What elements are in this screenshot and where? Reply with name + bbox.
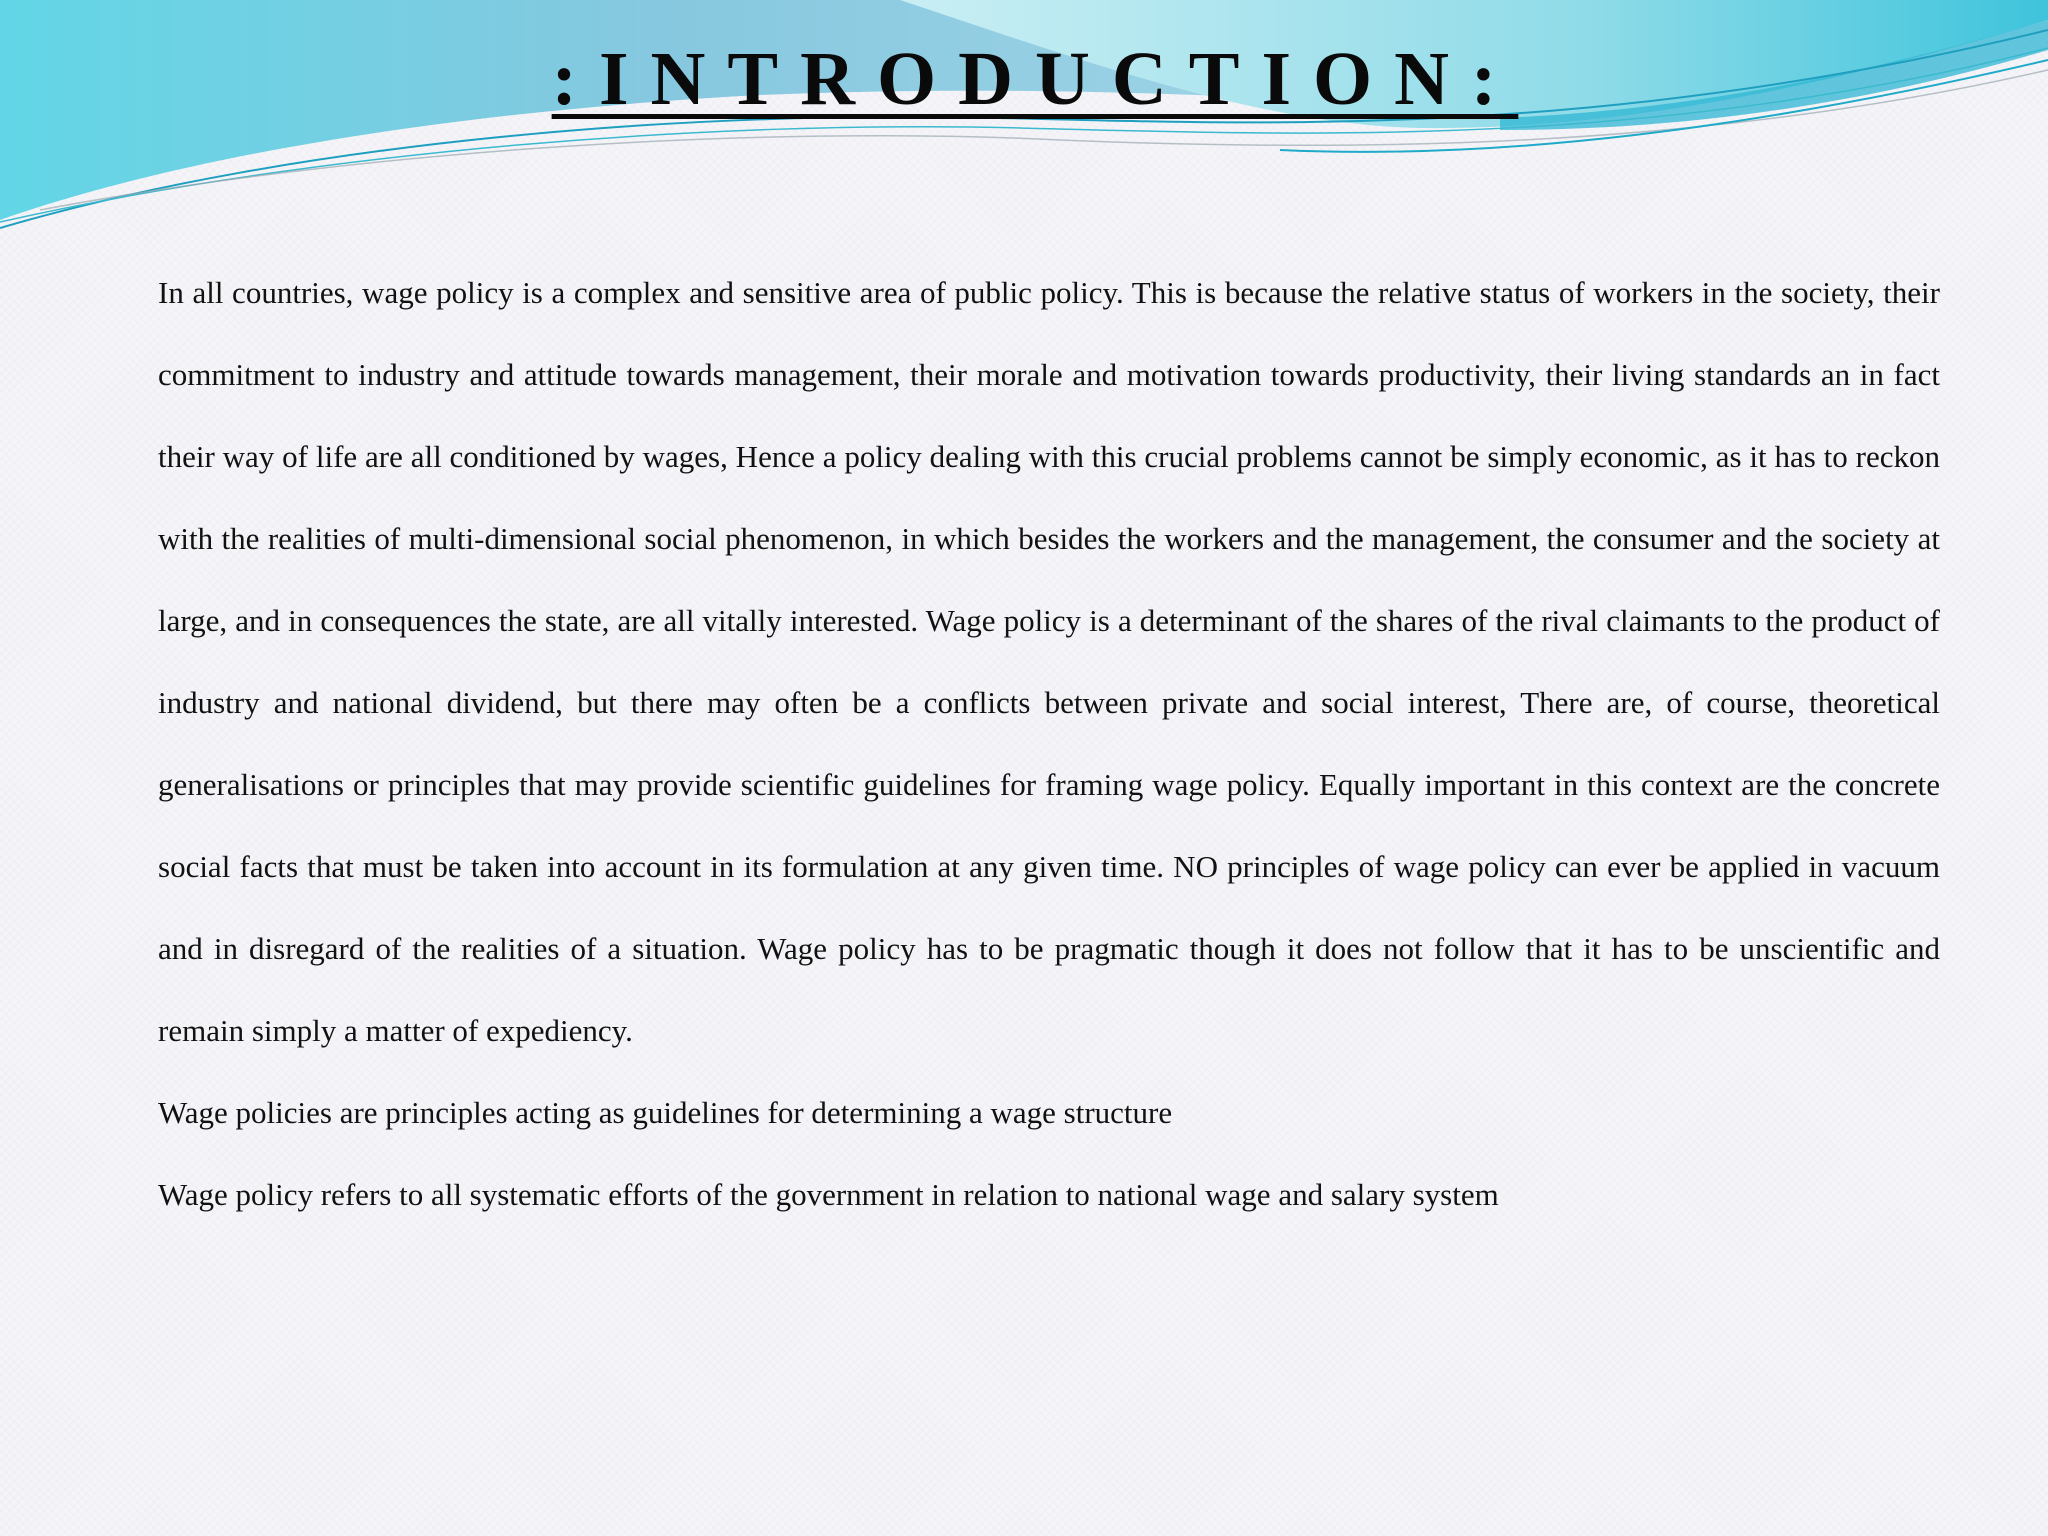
definition-line-2: Wage policy refers to all systematic efforts of the government in relation to national wage and salary system: [158, 1177, 1499, 1212]
intro-paragraph: In all countries, wage policy is a complex and sensitive area of public policy. This is because the relative status of workers in the society, their commitment to industry and attitude towards management, their morale and motivation towards productivity, their living standards an in fact their way of life are all conditioned by wages, Hence a policy dealing with this crucial problems cannot be simply economic, as it has to reckon with the realities of multi-dimensional social phenomenon, in which besides the workers and the management, the consumer and the society at large, and in consequences the state, are all vitally interested. Wage policy is a determinant of the shares of the rival claimants to the product of industry and national dividend, but there may often be a conflicts between private and social interest, There are, of course, theoretical generalisations or principles that may provide scientific guidelines for framing wage policy. Equally important in this context are the concrete social facts that must be taken into account in its formulation at any given time. NO principles of wage policy can ever be applied in vacuum and in disregard of the realities of a situation. Wage policy has to be pragmatic though it does not follow that it has to be unscientific and remain simply a matter of expediency.: [158, 275, 1940, 1048]
slide-body: [158, 252, 1940, 1236]
slide-title: [0, 38, 2048, 122]
slide-title-text: :INTRODUCTION:: [551, 37, 1519, 121]
definition-line-1: Wage policies are principles acting as guidelines for determining a wage structure: [158, 1095, 1173, 1130]
